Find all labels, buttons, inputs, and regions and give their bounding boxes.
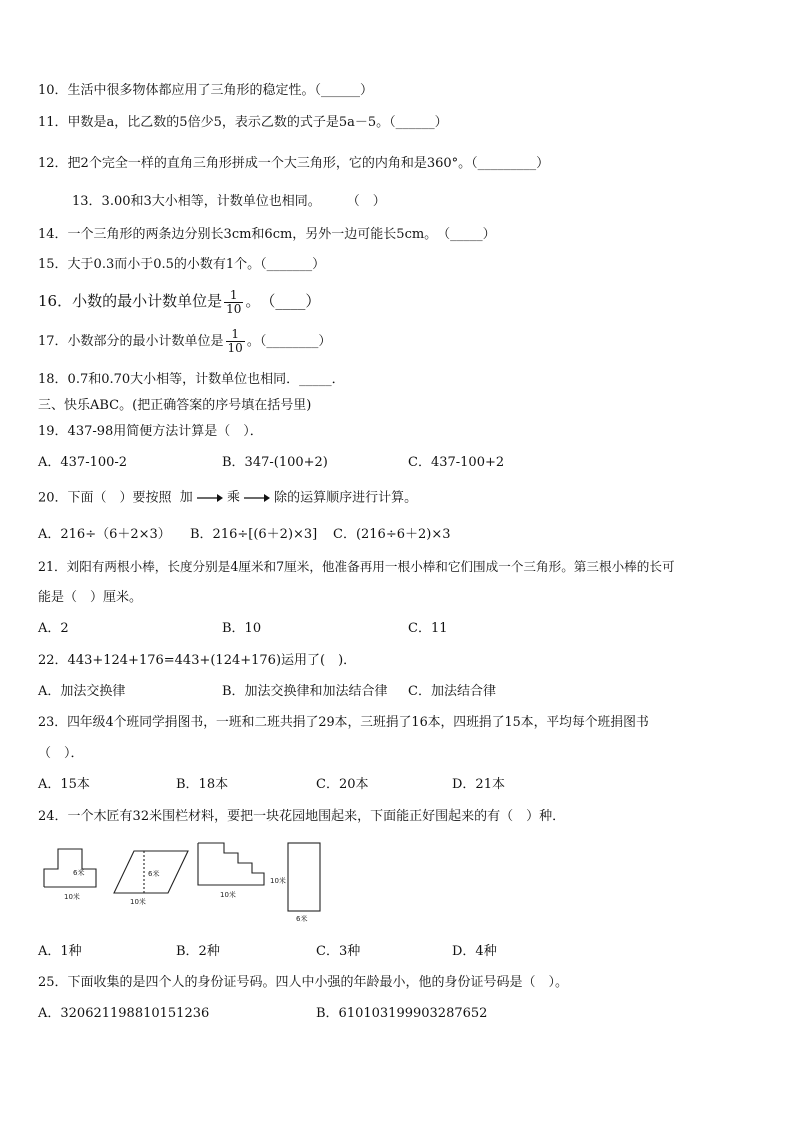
q22-option-c[interactable]: C．加法结合律 bbox=[408, 684, 496, 699]
shape-stepped-t bbox=[44, 849, 96, 887]
shape-1-height-label: 6米 bbox=[73, 869, 85, 877]
q21-option-a[interactable]: A．2 bbox=[38, 621, 69, 636]
question-23-line-2: （ ）． bbox=[38, 746, 84, 761]
q24-option-d[interactable]: D．4种 bbox=[452, 944, 497, 959]
question-13: 13．3.00和3大小相等，计数单位也相同。 （ ） bbox=[72, 194, 386, 209]
question-24: 24．一个木匠有32米围栏材料，要把一块花园地围起来，下面能正好围起来的有（ ）种． bbox=[38, 809, 566, 824]
flow-add: 加 bbox=[179, 490, 193, 505]
question-25: 25．下面收集的是四个人的身份证号码。四人中小强的年龄最小，他的身份证号码是（ ）。 bbox=[38, 975, 569, 990]
question-18: 18．0.7和0.70大小相等，计数单位也相同．_____． bbox=[38, 372, 345, 387]
question-17 bbox=[38, 327, 331, 357]
q21-option-b[interactable]: B．10 bbox=[222, 621, 262, 636]
q19-option-b[interactable]: B．347-(100+2) bbox=[222, 455, 328, 470]
fence-shapes-figure bbox=[38, 839, 344, 927]
question-15: 15．大于0.3而小于0.5的小数有1个。（_______） bbox=[38, 257, 326, 272]
q20-option-c[interactable]: C．(216÷6＋2)×3 bbox=[333, 527, 451, 542]
shape-2-width-label: 10米 bbox=[130, 898, 146, 906]
q20-text-end: 除的运算顺序进行计算。 bbox=[274, 490, 418, 506]
q17-text: 17．小数部分的最小计数单位是 bbox=[38, 334, 224, 349]
shape-4-height-label: 10米 bbox=[270, 877, 286, 885]
q25-option-a[interactable]: A．320621198810151236 bbox=[38, 1006, 210, 1021]
shape-staircase bbox=[198, 843, 264, 885]
q19-option-c[interactable]: C．437-100+2 bbox=[408, 455, 505, 470]
arrow-right-icon bbox=[244, 493, 270, 503]
section-3-heading: 三、快乐ABC。(把正确答案的序号填在括号里) bbox=[38, 398, 312, 413]
q23-option-b[interactable]: B．18本 bbox=[176, 777, 229, 792]
question-20 bbox=[38, 488, 417, 509]
q16-blank: 。 （____） bbox=[245, 292, 321, 310]
q23-option-c[interactable]: C．20本 bbox=[316, 777, 369, 792]
shape-1-width-label: 10米 bbox=[64, 893, 80, 901]
operation-order-flow bbox=[180, 488, 270, 508]
q23-option-a[interactable]: A．15本 bbox=[38, 777, 90, 792]
question-19: 19．437-98用简便方法计算是（ ）． bbox=[38, 424, 263, 439]
question-23-line-1: 23．四年级4个班同学捐图书，一班和二班共捐了29本，三班捐了16本，四班捐了15本，平均每个班捐图书 bbox=[38, 715, 649, 730]
fraction-denominator: 10 bbox=[227, 341, 243, 355]
q22-option-a[interactable]: A．加法交换律 bbox=[38, 684, 126, 699]
q17-blank: 。（________） bbox=[246, 334, 332, 349]
fraction-one-tenth bbox=[226, 328, 245, 355]
shape-3-width-label: 10米 bbox=[220, 891, 236, 899]
fraction-numerator: 1 bbox=[224, 289, 243, 303]
fraction-numerator: 1 bbox=[226, 328, 245, 342]
shape-4-width-label: 6米 bbox=[296, 915, 308, 923]
q24-option-b[interactable]: B．2种 bbox=[176, 944, 220, 959]
q23-option-d[interactable]: D．21本 bbox=[452, 777, 505, 792]
q21-option-c[interactable]: C．11 bbox=[408, 621, 448, 636]
shape-2-height-label: 6米 bbox=[148, 870, 160, 878]
question-21-line-2: 能是（ ）厘米。 bbox=[38, 590, 143, 605]
arrow-right-icon bbox=[197, 493, 223, 503]
q16-text: 16．小数的最小计数单位是 bbox=[38, 292, 223, 310]
fraction-one-tenth bbox=[224, 289, 243, 316]
q20-option-a[interactable]: A．216÷（6＋2×3） bbox=[38, 527, 171, 542]
fraction-denominator: 10 bbox=[226, 301, 242, 316]
q22-option-b[interactable]: B．加法交换律和加法结合律 bbox=[222, 684, 388, 699]
q24-option-c[interactable]: C．3种 bbox=[316, 944, 361, 959]
question-12: 12．把2个完全一样的直角三角形拼成一个大三角形，它的内角和是360°。（_________） bbox=[38, 156, 550, 171]
question-11: 11．甲数是a，比乙数的5倍少5，表示乙数的式子是5a－5。（______） bbox=[38, 115, 448, 130]
question-16 bbox=[38, 286, 320, 316]
q20-option-b[interactable]: B．216÷[(6＋2)×3] bbox=[190, 527, 318, 542]
flow-multiply: 乘 bbox=[226, 490, 240, 505]
q24-option-a[interactable]: A．1种 bbox=[38, 944, 82, 959]
q20-text: 20．下面（ ）要按照 bbox=[38, 490, 172, 506]
shape-rectangle bbox=[288, 843, 320, 911]
question-14: 14．一个三角形的两条边分别长3cm和6cm，另外一边可能长5cm。 （_____） bbox=[38, 227, 496, 242]
question-21-line-1: 21．刘阳有两根小棒，长度分别是4厘米和7厘米，他准备再用一根小棒和它们围成一个三角形。第三根小棒的长可 bbox=[38, 559, 675, 574]
q25-option-b[interactable]: B．610103199903287652 bbox=[316, 1006, 488, 1021]
q19-option-a[interactable]: A．437-100-2 bbox=[38, 455, 128, 470]
question-22: 22．443+124+176=443+(124+176)运用了( )． bbox=[38, 653, 357, 668]
question-10: 10．生活中很多物体都应用了三角形的稳定性。（______） bbox=[38, 83, 374, 98]
